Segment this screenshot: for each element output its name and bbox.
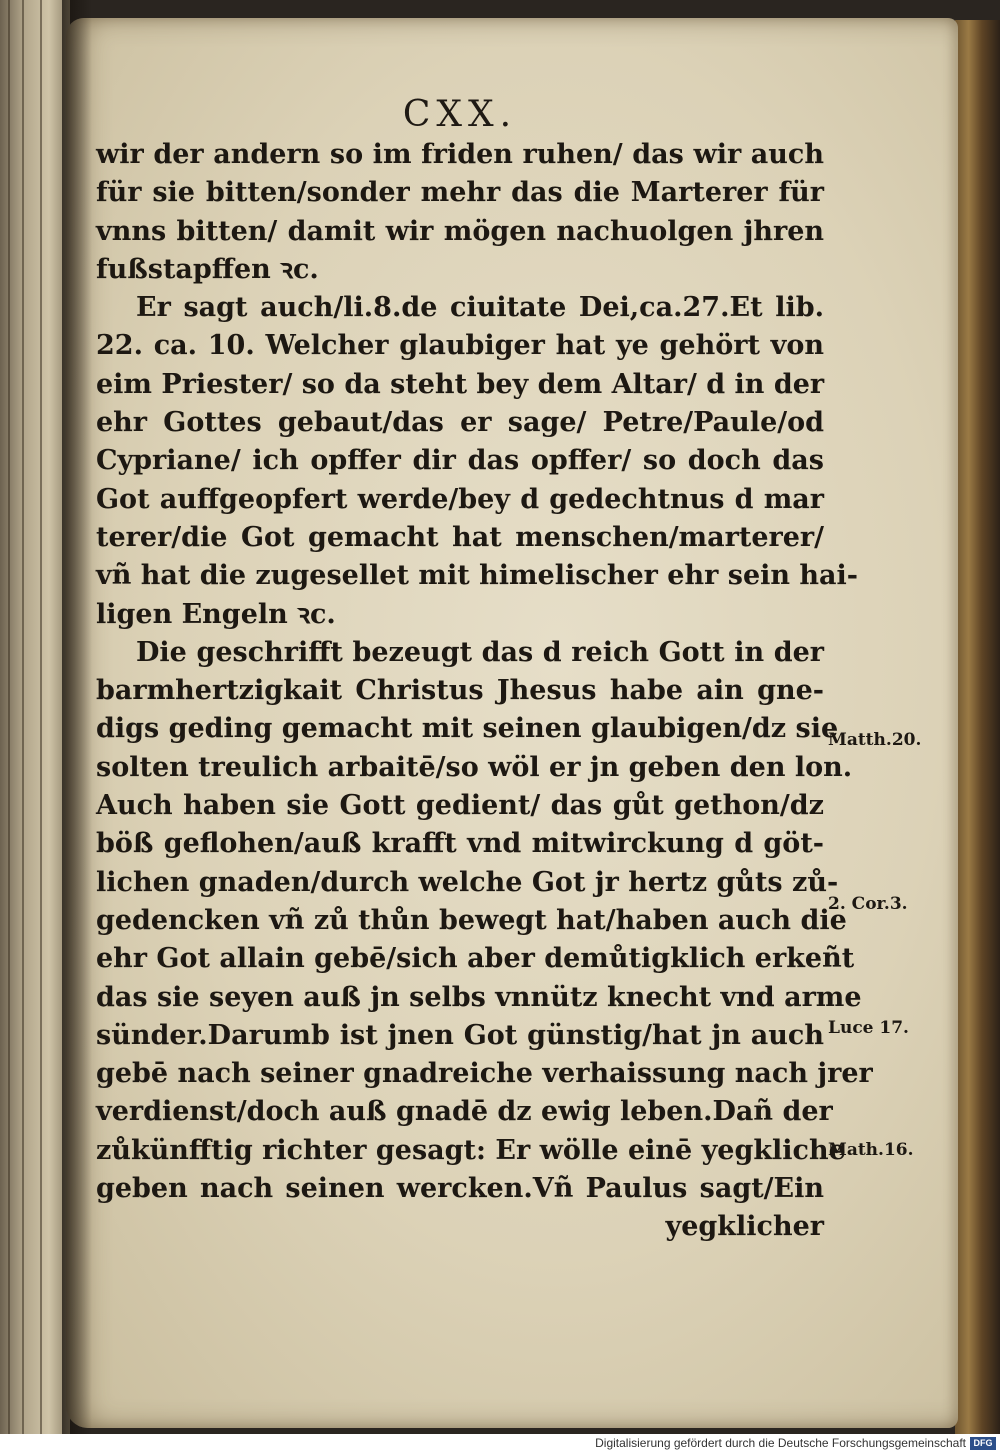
text-line: für sie bitten/sonder mehr das die Marterer für bbox=[96, 177, 824, 209]
text-line: wir der andern so im friden ruhen/ das wir auch bbox=[96, 139, 824, 170]
left-page-edge bbox=[0, 0, 70, 1434]
text-line: digs geding gemacht mit seinen glaubigen/dz sie bbox=[96, 713, 839, 745]
text-line: böß geflohen/auß krafft vnd mitwirckung d göt- bbox=[96, 828, 824, 860]
text-line: zůkünfftig richter gesagt: Er wölle einē yegkliche bbox=[96, 1134, 846, 1166]
page-fore-edge bbox=[955, 20, 1000, 1434]
text-line: fußstapffen ꝛc. bbox=[96, 253, 319, 285]
dfg-logo: DFG bbox=[970, 1437, 996, 1450]
text-line: ehr Got allain gebē/sich aber demůtigklich erkeñt bbox=[96, 943, 855, 975]
margin-note: Luce 17. bbox=[828, 1018, 909, 1038]
text-line: lichen gnaden/durch welche Got jr hertz gůts zů- bbox=[96, 866, 839, 898]
text-line: Die geschrifft bezeugt das d reich Gott in der bbox=[136, 636, 824, 668]
text-line: vñ hat die zugesellet mit himelischer ehr sein hai- bbox=[96, 560, 858, 592]
text-line: ehr Gottes gebaut/das er sage/ Petre/Paule/od bbox=[96, 407, 824, 439]
text-line: geben nach seinen wercken.Vñ Paulus sagt/Ein bbox=[96, 1173, 824, 1205]
text-line: ligen Engeln ꝛc. bbox=[96, 598, 336, 630]
text-line: verdienst/doch auß gnadē dz ewig leben.Dañ der bbox=[96, 1096, 833, 1128]
catchword: yegklicher bbox=[665, 1211, 824, 1243]
text-line: solten treulich arbaitē/so wöl er jn geben den lon. bbox=[96, 751, 853, 783]
binding-shadow bbox=[62, 0, 92, 1434]
text-line: eim Priester/ so da steht bey dem Altar/ d in der bbox=[96, 368, 825, 400]
text-line: Got auffgeopfert werde/bey d gedechtnus d mar bbox=[96, 483, 824, 515]
text-line: 22. ca. 10. Welcher glaubiger hat ye gehört von bbox=[96, 330, 824, 362]
margin-note: Matth.20. bbox=[828, 730, 922, 750]
text-line: gedencken vñ zů thůn bewegt hat/haben auch die bbox=[96, 904, 847, 936]
margin-note: 2. Cor.3. bbox=[828, 894, 908, 914]
text-line: das sie seyen auß jn selbs vnnütz knecht vnd arme bbox=[96, 981, 862, 1013]
text-line: terer/die Got gemacht hat menschen/marterer/ bbox=[96, 521, 824, 553]
page-header-folio: CXX. bbox=[402, 94, 518, 135]
text-line: gebē nach seiner gnadreiche verhaissung nach jrer bbox=[96, 1058, 873, 1090]
digitization-credit: Digitalisierung gefördert durch die Deutsche Forschungsgemeinschaft bbox=[595, 1436, 966, 1450]
text-line: Er sagt auch/li.8.de ciuitate Dei,ca.27.Et lib. bbox=[136, 292, 824, 324]
text-line: barmhertzigkait Christus Jhesus habe ain gne- bbox=[96, 675, 824, 707]
text-line: sünder.Darumb ist jnen Got günstig/hat jn auch bbox=[96, 1019, 824, 1051]
text-line: vnns bitten/ damit wir mögen nachuolgen jhren bbox=[96, 215, 824, 247]
text-line: Auch haben sie Gott gedient/ das gůt gethon/dz bbox=[96, 790, 824, 822]
margin-note: Math.16. bbox=[828, 1140, 914, 1160]
text-line: Cypriane/ ich opffer dir das opffer/ so doch das bbox=[96, 445, 824, 477]
